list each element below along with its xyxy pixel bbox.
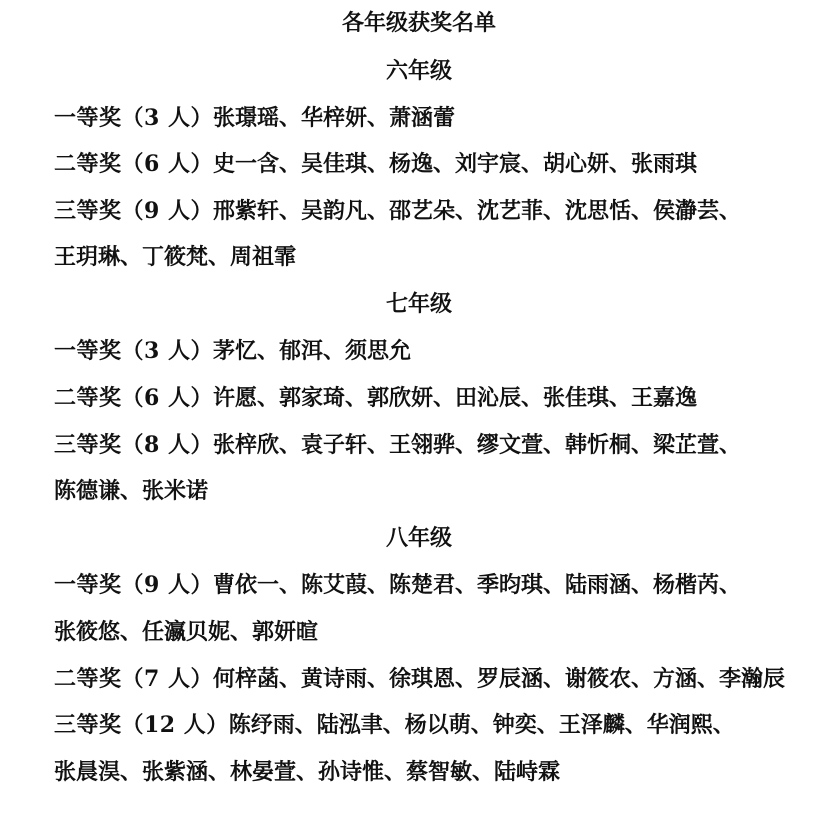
award-line (54, 664, 836, 694)
award-line (54, 383, 836, 413)
award-line-continuation (54, 476, 836, 506)
award-names: 张璟瑶、华梓妍、萧涵蕾 (212, 105, 455, 131)
grade-heading: 六年级 (385, 58, 452, 84)
award-tier: 二等奖（6 人） (54, 385, 213, 411)
award-names: 王玥琳、丁筱梵、周祖霏 (54, 244, 297, 270)
award-line (54, 430, 836, 460)
award-tier: 一等奖（9 人） (54, 572, 213, 598)
award-line (54, 149, 836, 179)
award-tier: 三等奖（9 人） (54, 198, 213, 224)
grade-heading: 七年级 (385, 291, 452, 317)
award-line-continuation (54, 242, 836, 272)
award-tier: 一等奖（3 人） (54, 338, 213, 364)
award-tier: 三等奖（8 人） (54, 432, 213, 458)
award-tier: 二等奖（7 人） (54, 666, 213, 692)
award-line (54, 196, 836, 226)
award-line-continuation (54, 757, 836, 787)
award-names: 史一含、吴佳琪、杨逸、刘宇宸、胡心妍、张雨琪 (212, 151, 697, 177)
award-names: 许愿、郭家琦、郭欣妍、田沁辰、张佳琪、王嘉逸 (212, 385, 697, 411)
award-names: 张晨淏、张紫涵、林晏萱、孙诗惟、蔡智敏、陆峙霖 (54, 759, 561, 785)
award-tier: 一等奖（3 人） (54, 105, 213, 131)
award-tier: 二等奖（6 人） (54, 151, 213, 177)
award-names: 张筱悠、任瀛贝妮、郭妍暄 (54, 619, 319, 645)
award-names: 何梓菡、黄诗雨、徐琪恩、罗辰涵、谢筱农、方涵、李瀚辰 (212, 666, 785, 692)
award-line (54, 336, 836, 366)
award-names: 陈纾雨、陆泓聿、杨以萌、钟奕、王泽麟、华润熙、 (228, 712, 735, 738)
award-names: 曹依一、陈艾葭、陈楚君、季昀琪、陆雨涵、杨楷芮、 (212, 572, 741, 598)
award-line (54, 103, 836, 133)
grade-heading: 八年级 (385, 525, 452, 551)
award-line (54, 710, 836, 740)
award-tier: 三等奖（12 人） (54, 712, 229, 738)
award-names: 邢紫轩、吴韵凡、邵艺朵、沈艺菲、沈思恬、侯瀞芸、 (212, 198, 741, 224)
award-line (54, 570, 836, 600)
award-names: 张梓欣、袁子轩、王翎骅、缪文萱、韩忻桐、梁芷萱、 (212, 432, 741, 458)
document-title: 各年级获奖名单 (341, 10, 496, 36)
award-line-continuation (54, 617, 836, 647)
award-names: 陈德谦、张米诺 (54, 478, 209, 504)
award-names: 茅忆、郁洱、须思允 (212, 338, 411, 364)
